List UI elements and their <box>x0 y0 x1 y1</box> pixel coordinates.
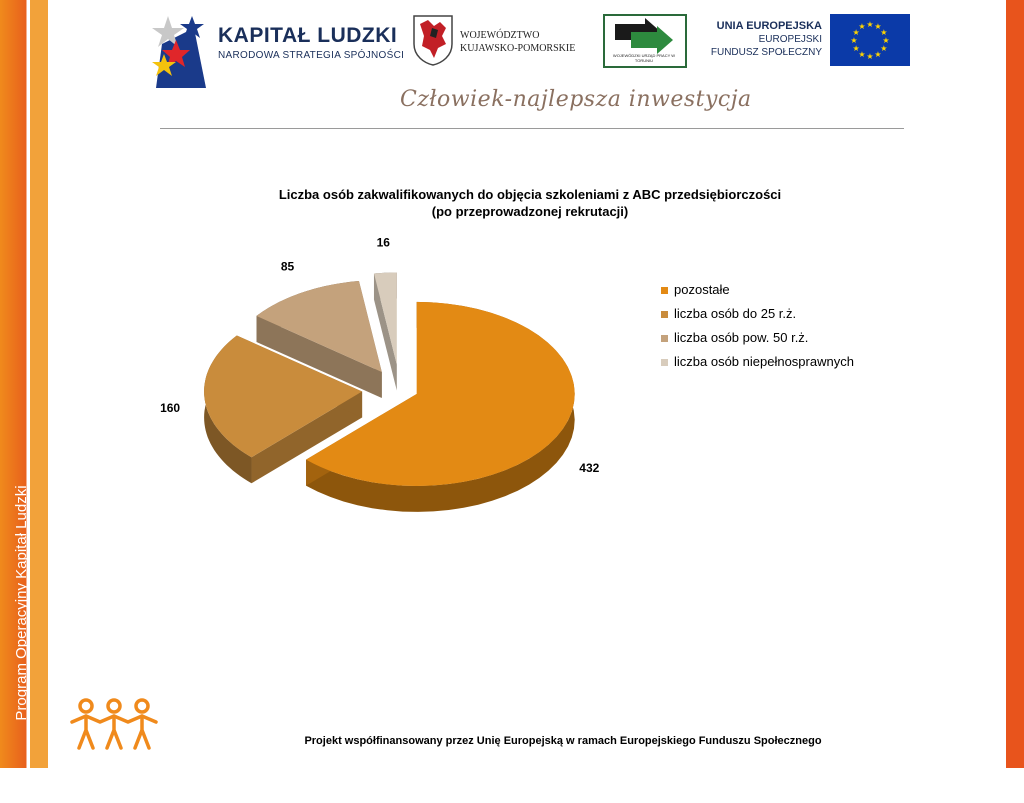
eu-name-line2: EUROPEJSKI <box>758 34 822 45</box>
svg-text:★: ★ <box>882 36 890 45</box>
left-sidebar-band <box>0 0 48 768</box>
svg-text:★: ★ <box>850 36 858 45</box>
right-sidebar-band <box>1006 0 1024 768</box>
coat-of-arms-icon <box>412 14 454 66</box>
labour-office-name: WOJEWÓDZKI URZĄD PRACY W TORUNIU <box>612 53 676 63</box>
kapital-ludzki-title: KAPITAŁ LUDZKI <box>218 24 398 47</box>
eu-name-line3: FUNDUSZ SPOŁECZNY <box>710 47 822 58</box>
chart-subtitle-line: (po przeprowadzonej rekrutacji) <box>431 204 629 219</box>
pie-data-label: 160 <box>160 401 181 416</box>
legend-swatch <box>661 311 668 318</box>
legend-item <box>660 354 854 378</box>
kapital-ludzki-logo-icon <box>148 10 214 80</box>
slogan: Człowiek-najlepsza inwestycja <box>400 87 752 112</box>
svg-text:★: ★ <box>852 44 860 53</box>
legend-item <box>660 306 854 330</box>
sidebar-program-name: Program Operacyjny Kapitał Ludzki <box>13 485 30 721</box>
legend-swatch <box>661 335 668 342</box>
svg-text:★: ★ <box>880 44 888 53</box>
legend-label: liczba osób do 25 r.ż. <box>674 306 797 321</box>
legend-label: liczba osób pow. 50 r.ż. <box>674 330 809 345</box>
legend-label: pozostałe <box>674 282 730 297</box>
svg-text:★: ★ <box>866 20 874 29</box>
pie-data-label: 85 <box>280 259 295 274</box>
labour-office-arrows-icon <box>605 16 685 56</box>
svg-text:★: ★ <box>874 22 882 32</box>
svg-text:★: ★ <box>858 49 866 59</box>
chart-title <box>200 186 860 220</box>
legend-item <box>660 282 854 306</box>
svg-text:★: ★ <box>874 49 882 59</box>
pie-slice-4 <box>374 273 397 365</box>
svg-text:★: ★ <box>880 28 888 37</box>
footer-cofinancing-text: Projekt współfinansowany przez Unię Europejską w ramach Europejskiego Funduszu Społecznego <box>304 735 822 747</box>
legend-label: liczba osób niepełnosprawnych <box>674 354 854 369</box>
pie-chart <box>160 235 640 530</box>
svg-text:★: ★ <box>866 52 874 61</box>
eu-name-line1: UNIA EUROPEJSKA <box>716 20 822 32</box>
region-name-line2: KUJAWSKO-POMORSKIE <box>460 43 576 54</box>
svg-text:★: ★ <box>852 28 860 37</box>
svg-text:★: ★ <box>858 22 866 32</box>
people-figures-icon <box>68 696 162 754</box>
header-divider <box>160 128 904 129</box>
chart-legend <box>660 282 854 378</box>
kapital-ludzki-subtitle: NARODOWA STRATEGIA SPÓJNOŚCI <box>218 50 405 61</box>
chart-title-line: Liczba osób zakwalifikowanych do objęcia szkoleniami z ABC przedsiębiorczości <box>278 187 782 202</box>
eu-stars-icon <box>830 14 910 66</box>
pie-data-label: 432 <box>579 461 600 475</box>
region-name-line1: WOJEWÓDZTWO <box>460 30 540 41</box>
legend-swatch <box>661 359 668 366</box>
legend-swatch <box>661 287 668 294</box>
eu-flag-icon <box>830 14 910 66</box>
legend-item <box>660 330 854 354</box>
pie-data-label: 16 <box>376 235 390 250</box>
